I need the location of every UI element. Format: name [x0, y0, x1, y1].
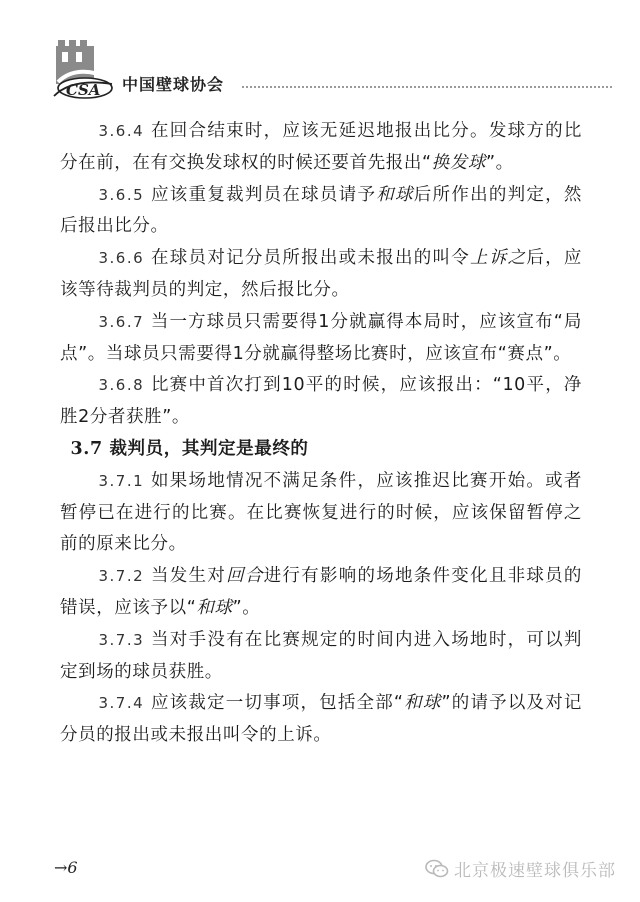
paragraph-3-6-7: 3.6.7 当一方球员只需要得1分就赢得本局时，应该宣布“局点”。当球员只需要得1分就赢得整场比赛时，应该宣布“赛点”。 [60, 311, 582, 364]
paragraph-3-7-2: 3.7.2 当发生对回合进行有影响的场地条件变化且非球员的错误，应该予以“和球”。 [60, 566, 583, 618]
header-dotted-rule [242, 86, 612, 88]
csa-logo [52, 38, 114, 102]
page-header [0, 0, 640, 105]
paragraph-3-7-4: 3.7.4 应该裁定一切事项，包括全部“和球”的请予以及对记分员的报出或未报出叫令的上诉。 [60, 693, 582, 746]
wechat-icon [425, 859, 449, 879]
document-body [60, 116, 582, 752]
page-number: →6 [54, 858, 78, 877]
paragraph-3-7-1: 3.7.1 如果场地情况不满足条件，应该推迟比赛开始。或者暂停已在进行的比赛。在比赛恢复进行的时候，应该保留暂停之前的原来比分。 [60, 470, 582, 555]
paragraph-3-7-3: 3.7.3 当对手没有在比赛规定的时间内进入场地时，可以判定到场的球员获胜。 [60, 629, 582, 682]
watermark [425, 856, 616, 881]
watermark-text: 北京极速壁球俱乐部 [454, 861, 616, 881]
org-name: 中国壁球协会 [122, 75, 225, 94]
paragraph-3-6-4: 3.6.4 在回合结束时，应该无延迟地报出比分。发球方的比分在前，在有交换发球权的时候还要首先报出“换发球”。 [60, 121, 582, 173]
section-title-3-7: 3.7 裁判员，其判定是最终的 [70, 438, 309, 459]
paragraph-3-6-6: 3.6.6 在球员对记分员所报出或未报出的叫令上诉之后，应该等待裁判员的判定，然后报比分。 [60, 248, 582, 300]
paragraph-3-6-8: 3.6.8 比赛中首次打到10平的时候，应该报出：“10平，净胜2分者获胜”。 [60, 375, 582, 428]
paragraph-3-6-5: 3.6.5 应该重复裁判员在球员请予和球后所作出的判定，然后报出比分。 [60, 184, 583, 237]
logo-text: CSA [66, 81, 101, 99]
